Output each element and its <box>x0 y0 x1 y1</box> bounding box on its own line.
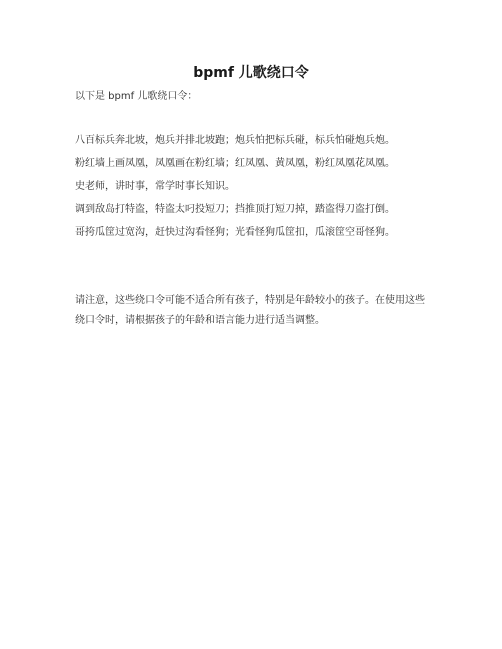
verse-line: 粉红墙上画凤凰，凤凰画在粉红墙；红凤凰、黄凤凰，粉红凤凰花凤凰。 <box>75 158 395 169</box>
intro-text: 以下是 bpmf 儿歌绕口令： <box>75 91 198 102</box>
verse-line: 八百标兵奔北坡，炮兵并排北坡跑；炮兵怕把标兵碰，标兵怕碰炮兵炮。 <box>75 135 395 146</box>
verse-line: 哥挎瓜筐过宽沟，赶快过沟看怪狗；光看怪狗瓜筐扣，瓜滚筐空哥怪狗。 <box>75 227 395 238</box>
note-paragraph: 请注意，这些绕口令可能不适合所有孩子，特别是年龄较小的孩子。在使用这些绕口令时，请根据孩子的年龄和语言能力进行适当调整。 <box>75 295 425 326</box>
verse-line: 史老师，讲时事，常学时事长知识。 <box>75 181 235 192</box>
verse-line: 调到敌岛打特盗，特盗太叼投短刀；挡推顶打短刀掉，踏盗得刀盗打倒。 <box>75 204 395 215</box>
verse-list <box>75 134 435 249</box>
document-title: bpmf 儿歌绕口令 <box>193 65 309 81</box>
